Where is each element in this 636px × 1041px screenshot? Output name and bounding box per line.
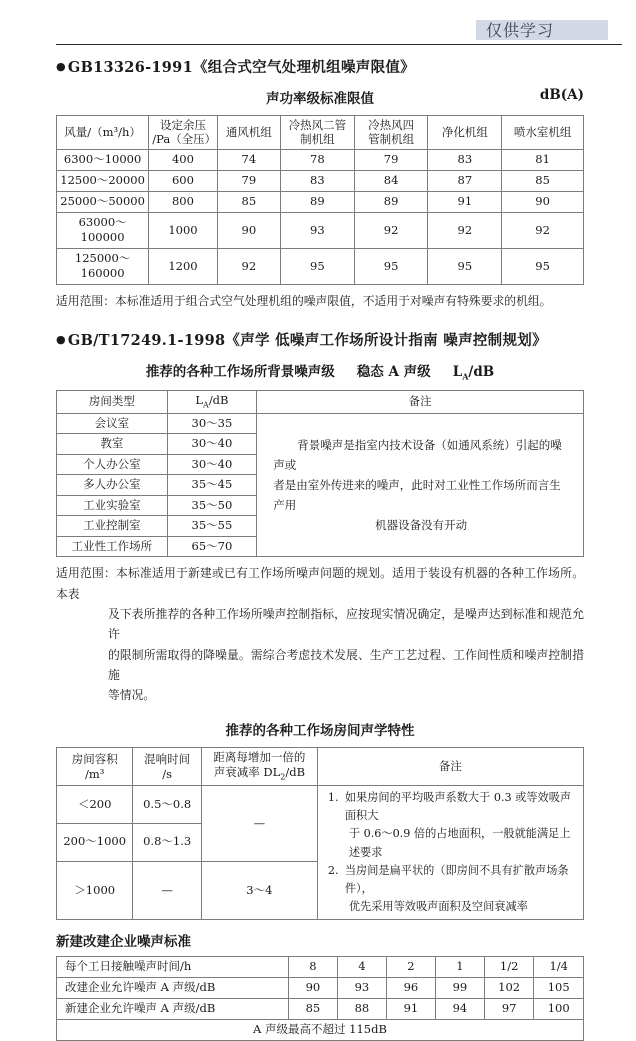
table-row (57, 212, 584, 248)
col-header-room-volume-l1: 房间容积 (71, 751, 118, 766)
cell-airflow: 25000～50000 (57, 191, 149, 212)
room-acoustic-characteristics-table (56, 747, 584, 920)
cell-four-pipe: 84 (354, 170, 428, 191)
col-header-attenuation-rate-l1: 距离每增加一倍的 (213, 750, 306, 765)
cell-pressure: 600 (149, 170, 218, 191)
cell-four-pipe: 89 (354, 191, 428, 212)
scope-note-line-2: 及下表所推荐的各种工作场所噪声控制指标，应按现实情况确定，是噪声达到标准和规范允许 (108, 607, 584, 642)
section2-table-title (56, 360, 584, 382)
cell-level: 35～45 (167, 475, 257, 496)
col-header-two-pipe-unit-l2: 制机组 (300, 132, 335, 147)
col-header-four-pipe-unit (354, 116, 428, 150)
table-row (57, 248, 584, 284)
cell-value: 1 (435, 957, 484, 978)
cell-vent: 85 (217, 191, 280, 212)
cell-spray: 95 (502, 248, 584, 284)
col-header-reverberation-time (133, 748, 202, 786)
col-header-four-pipe-unit-l2: 管制机组 (368, 132, 415, 147)
cell-two-pipe: 89 (280, 191, 354, 212)
remark-number: 1. (327, 791, 339, 805)
cell-reverberation-time: 0.5～0.8 (133, 786, 202, 824)
cell-pressure: 800 (149, 191, 218, 212)
section2-heading (56, 329, 584, 350)
cell-purify: 95 (428, 248, 502, 284)
scope-note-line-3: 的限制所需取得的降噪量。需综合考虑技术发展、生产工艺过程、工作间性质和噪声控制措施 (108, 647, 584, 682)
section2-table-title-unit: $L_A/dB$ (452, 364, 495, 382)
table-row (57, 170, 584, 191)
cell-two-pipe: 78 (280, 149, 354, 170)
section4-heading: 新建改建企业噪声标准 (56, 934, 191, 951)
cell-purify: 91 (428, 191, 502, 212)
section1-heading (56, 56, 584, 77)
col-header-room-type: 房间类型 (57, 390, 168, 413)
section2-table-title-text: 推荐的各种工作场所背景噪声级 (145, 364, 335, 381)
cell-value: 8 (288, 957, 337, 978)
table-header-row (57, 116, 584, 150)
section1-scope-note: 适用范围：本标准适用于组合式空气处理机组的噪声限值，不适用于对噪声有特殊要求的机组。 (56, 293, 552, 308)
col-header-reverberation-time-l1: 混响时间 (144, 751, 191, 766)
cell-airflow: 6300～10000 (57, 149, 149, 170)
scope-note-line-4: 等情况。 (108, 688, 156, 703)
cell-value: 85 (288, 999, 337, 1020)
cell-vent: 90 (217, 212, 280, 248)
cell-value: 91 (386, 999, 435, 1020)
cell-room-type: 工业控制室 (57, 516, 168, 537)
cell-two-pipe: 95 (280, 248, 354, 284)
cell-four-pipe: 95 (354, 248, 428, 284)
new-rebuilt-enterprise-noise-standard-table (56, 956, 584, 1041)
col-header-attenuation-rate (201, 748, 317, 786)
cell-two-pipe: 93 (280, 212, 354, 248)
cell-spray: 90 (502, 191, 584, 212)
cell-attenuation-rate: — (201, 786, 317, 862)
col-header-two-pipe-unit-l1: 冷热风二管 (288, 118, 347, 132)
cell-value: 94 (435, 999, 484, 1020)
remark-text: 如果房间的平均吸声系数大于 0.3 或等效吸声面积大 于 0.6～0.9 倍的占地面积，一般就能满足上述要求 (344, 791, 572, 859)
cell-value: 99 (435, 978, 484, 999)
cell-value: 100 (534, 999, 584, 1020)
cell-room-type: 教室 (57, 434, 168, 455)
remarks-line-3: 机器设备没有开动 (375, 518, 468, 533)
cell-room-type: 工业实验室 (57, 495, 168, 516)
table-header-row (57, 748, 584, 786)
col-header-room-volume-l2: /m³ (85, 766, 105, 781)
background-noise-level-table (56, 390, 584, 558)
remark-item (328, 862, 575, 916)
cell-four-pipe: 92 (354, 212, 428, 248)
table-row (57, 786, 584, 824)
cell-value: 2 (386, 957, 435, 978)
col-header-attenuation-rate-l2: 声衰减率 $DL_2/dB$ (213, 765, 306, 782)
col-header-airflow: 风量/（m³/h） (57, 116, 149, 150)
noise-power-limit-table (56, 115, 584, 285)
cell-value: 96 (386, 978, 435, 999)
cell-airflow: 125000～160000 (57, 248, 149, 284)
cell-level: 35～55 (167, 516, 257, 537)
row-label-rebuilt-enterprise: 改建企业允许噪声 A 声级/dB (57, 978, 289, 999)
cell-value: 90 (288, 978, 337, 999)
cell-value: 105 (534, 978, 584, 999)
cell-spray: 92 (502, 212, 584, 248)
cell-room-type: 多人办公室 (57, 475, 168, 496)
cell-spray: 85 (502, 170, 584, 191)
cell-room-volume: 200～1000 (57, 823, 133, 861)
table-row (57, 191, 584, 212)
remark-text: 当房间是扁平状的（即房间不具有扩散声场条件）， 优先采用等效吸声面积及空间衰减率 (344, 863, 569, 913)
cell-level: 35～50 (167, 495, 257, 516)
table-footer-note: A 声级最高不超过 115dB (57, 1020, 584, 1041)
table-header-row (57, 390, 584, 413)
cell-four-pipe: 79 (354, 149, 428, 170)
remark-number: 2. (327, 863, 339, 877)
watermark-text: 仅供学习 (486, 21, 555, 40)
remark-item (328, 789, 575, 862)
col-header-residual-pressure-l2: /Pa（全压） (152, 132, 217, 147)
section1-heading-text: GB13326-1991《组合式空气处理机组噪声限值》 (67, 59, 415, 76)
col-header-reverberation-time-l2: /s (162, 766, 173, 781)
section3-table-title: 推荐的各种工作场房间声学特性 (225, 723, 415, 740)
document-content (56, 56, 584, 1041)
cell-attenuation-rate: 3～4 (201, 861, 317, 919)
col-header-room-volume (57, 748, 133, 786)
remarks-line-1: 背景噪声是指室内技术设备（如通风系统）引起的噪声或 (273, 437, 562, 472)
section2-scope-note (56, 563, 584, 705)
cell-level: 30～40 (167, 454, 257, 475)
cell-vent: 74 (217, 149, 280, 170)
cell-airflow: 63000～100000 (57, 212, 149, 248)
cell-pressure: 400 (149, 149, 218, 170)
cell-level: 30～40 (167, 434, 257, 455)
cell-room-type: 工业性工作场所 (57, 536, 168, 557)
col-header-remarks: 备注 (317, 748, 583, 786)
cell-purify: 87 (428, 170, 502, 191)
cell-remarks (257, 413, 584, 557)
col-header-four-pipe-unit-l1: 冷热风四 (368, 118, 415, 132)
cell-value: 1/4 (534, 957, 584, 978)
cell-vent: 92 (217, 248, 280, 284)
section1-table-title-text: 声功率级标准限值 (266, 91, 374, 107)
cell-level: 30～35 (167, 413, 257, 434)
cell-pressure: 1200 (149, 248, 218, 284)
col-header-purification-unit: 净化机组 (428, 116, 502, 150)
table-row (57, 999, 584, 1020)
header-rule (56, 44, 622, 45)
cell-value: 1/2 (484, 957, 534, 978)
cell-value: 4 (337, 957, 386, 978)
table-row (57, 957, 584, 978)
col-header-remarks: 备注 (257, 390, 584, 413)
col-header-la-db: $L_A/dB$ (167, 390, 257, 413)
cell-room-type: 个人办公室 (57, 454, 168, 475)
row-label-exposure-time: 每个工日接触噪声时间/h (57, 957, 289, 978)
cell-room-volume: ＜200 (57, 786, 133, 824)
row-label-new-enterprise: 新建企业允许噪声 A 声级/dB (57, 999, 289, 1020)
cell-value: 93 (337, 978, 386, 999)
cell-value: 97 (484, 999, 534, 1020)
remarks-line-2: 者是由室外传进来的噪声，此时对工业性工作场所而言生产用 (273, 478, 561, 513)
cell-room-volume: ＞1000 (57, 861, 133, 919)
bullet-icon: ● (56, 60, 66, 73)
cell-two-pipe: 83 (280, 170, 354, 191)
section1-table-unit: dB(A) (539, 87, 584, 103)
table-row (57, 978, 584, 999)
bullet-icon: ● (56, 333, 66, 347)
col-header-two-pipe-unit (280, 116, 354, 150)
cell-room-type: 会议室 (57, 413, 168, 434)
table-row (57, 149, 584, 170)
table-row (57, 1020, 584, 1041)
scope-note-line-1: 适用范围：本标准适用于新建或已有工作场所噪声问题的规划。适用于装设有机器的各种工作场所。本表 (56, 566, 584, 601)
cell-purify: 83 (428, 149, 502, 170)
cell-remarks (317, 786, 583, 920)
col-header-spray-chamber-unit: 喷水室机组 (502, 116, 584, 150)
watermark (442, 18, 622, 44)
cell-value: 102 (484, 978, 534, 999)
cell-spray: 81 (502, 149, 584, 170)
cell-level: 65～70 (167, 536, 257, 557)
remarks-body (273, 435, 569, 536)
cell-reverberation-time: 0.8～1.3 (133, 823, 202, 861)
col-header-residual-pressure (149, 116, 218, 150)
cell-purify: 92 (428, 212, 502, 248)
cell-value: 88 (337, 999, 386, 1020)
cell-reverberation-time: — (133, 861, 202, 919)
section1-table-title (56, 87, 584, 107)
col-header-residual-pressure-l1: 设定余压 (159, 118, 206, 132)
cell-pressure: 1000 (149, 212, 218, 248)
col-header-ventilation-unit: 通风机组 (217, 116, 280, 150)
table-row (57, 413, 584, 434)
cell-vent: 79 (217, 170, 280, 191)
section2-heading-text: GB/T17249.1-1998《声学 低噪声工作场所设计指南 噪声控制规划》 (67, 332, 547, 350)
section2-table-title-mid: 稳态 A 声级 (356, 364, 431, 381)
cell-airflow: 12500～20000 (57, 170, 149, 191)
